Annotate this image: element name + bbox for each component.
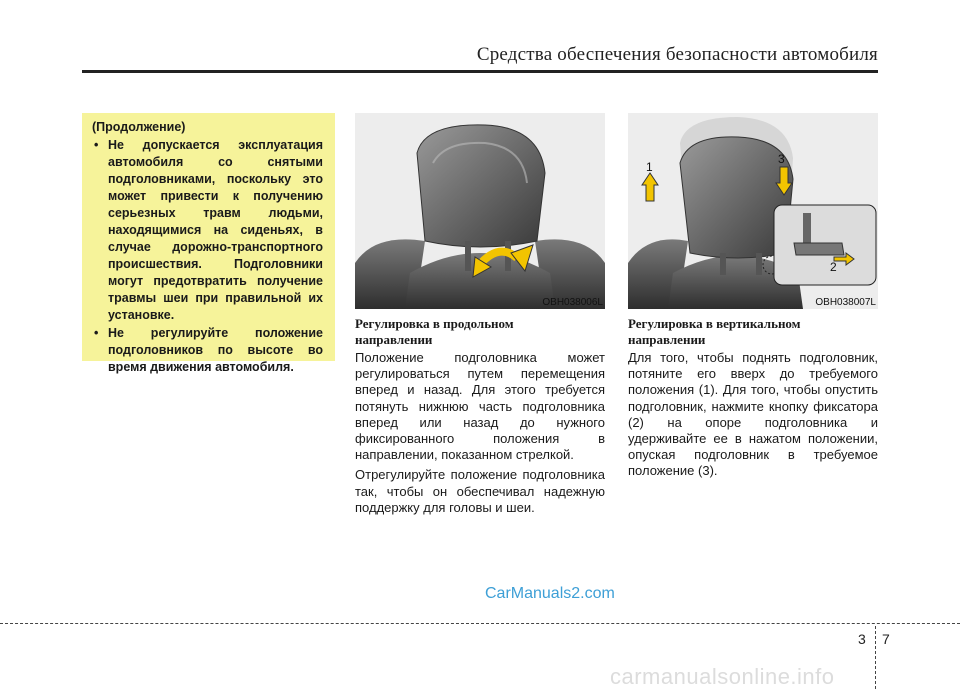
section-title-line: Регулировка в продольном <box>355 316 514 331</box>
figure-code: OBH038006L <box>542 297 603 308</box>
callout-3: 3 <box>778 152 785 166</box>
headrest-illustration <box>628 113 878 309</box>
bullet-icon: • <box>94 326 99 340</box>
chapter-number: 3 <box>858 631 866 647</box>
warning-box <box>82 113 335 374</box>
section-vertical-body <box>628 350 878 484</box>
warning-item <box>92 137 323 324</box>
paragraph: Положение подголовника может регулироваться путем перемещения вперед и назад. Для этого требуется потянуть нижнюю часть подголовника вперед или назад до нужного фиксированного положения в направлении, показанном стрелкой. <box>355 350 605 463</box>
warning-item <box>92 325 323 376</box>
paragraph: Отрегулируйте положение подголовника так, чтобы он обеспечивал надежную поддержку для головы и шеи. <box>355 467 605 515</box>
warning-item-text: Не регулируйте положение подголовников по высоте во время движения автомобиля. <box>108 326 323 374</box>
page-number-divider <box>875 626 876 689</box>
callout-2: 2 <box>830 260 837 274</box>
page-header-title: Средства обеспечения безопасности автомобиля <box>476 44 878 65</box>
header-rule <box>82 70 878 73</box>
footer-rule <box>0 623 960 624</box>
warning-list <box>92 137 323 376</box>
callout-1: 1 <box>646 160 653 174</box>
figure-code: OBH038007L <box>815 297 876 308</box>
paragraph: Для того, чтобы поднять подголовник, потяните его вверх до требуемого положения (1). Для того, чтобы опустить подголовник, нажмите кнопку фиксатора (2) на опоре подголовника и удерживайте ее в нажатом положении, опуская подголовник в требуемое положение (3). <box>628 350 878 479</box>
watermark-link[interactable]: CarManuals2.com <box>485 585 615 602</box>
section-forward-title <box>355 316 605 348</box>
figure-headrest-forward <box>355 113 605 309</box>
section-title-line: направлении <box>355 332 433 347</box>
headrest-illustration <box>355 113 605 309</box>
page-number: 7 <box>882 631 890 647</box>
figure-headrest-vertical <box>628 113 878 309</box>
section-vertical-title <box>628 316 878 348</box>
section-title-line: направлении <box>628 332 706 347</box>
bullet-icon: • <box>94 138 99 152</box>
warning-heading: (Продолжение) <box>92 120 186 134</box>
section-title-line: Регулировка в вертикальном <box>628 316 801 331</box>
site-watermark: carmanualsonline.info <box>610 664 835 689</box>
section-forward-body <box>355 350 605 520</box>
warning-item-text: Не допускается эксплуатация автомобиля со снятыми подголовниками, поскольку это может привести к получению серьезных травм людьми, находящимися на сиденьях, в случае дорожно-транспортного происшествия. Подголовники могут предотвратить получение травмы шеи при правильной их установке. <box>108 138 323 322</box>
